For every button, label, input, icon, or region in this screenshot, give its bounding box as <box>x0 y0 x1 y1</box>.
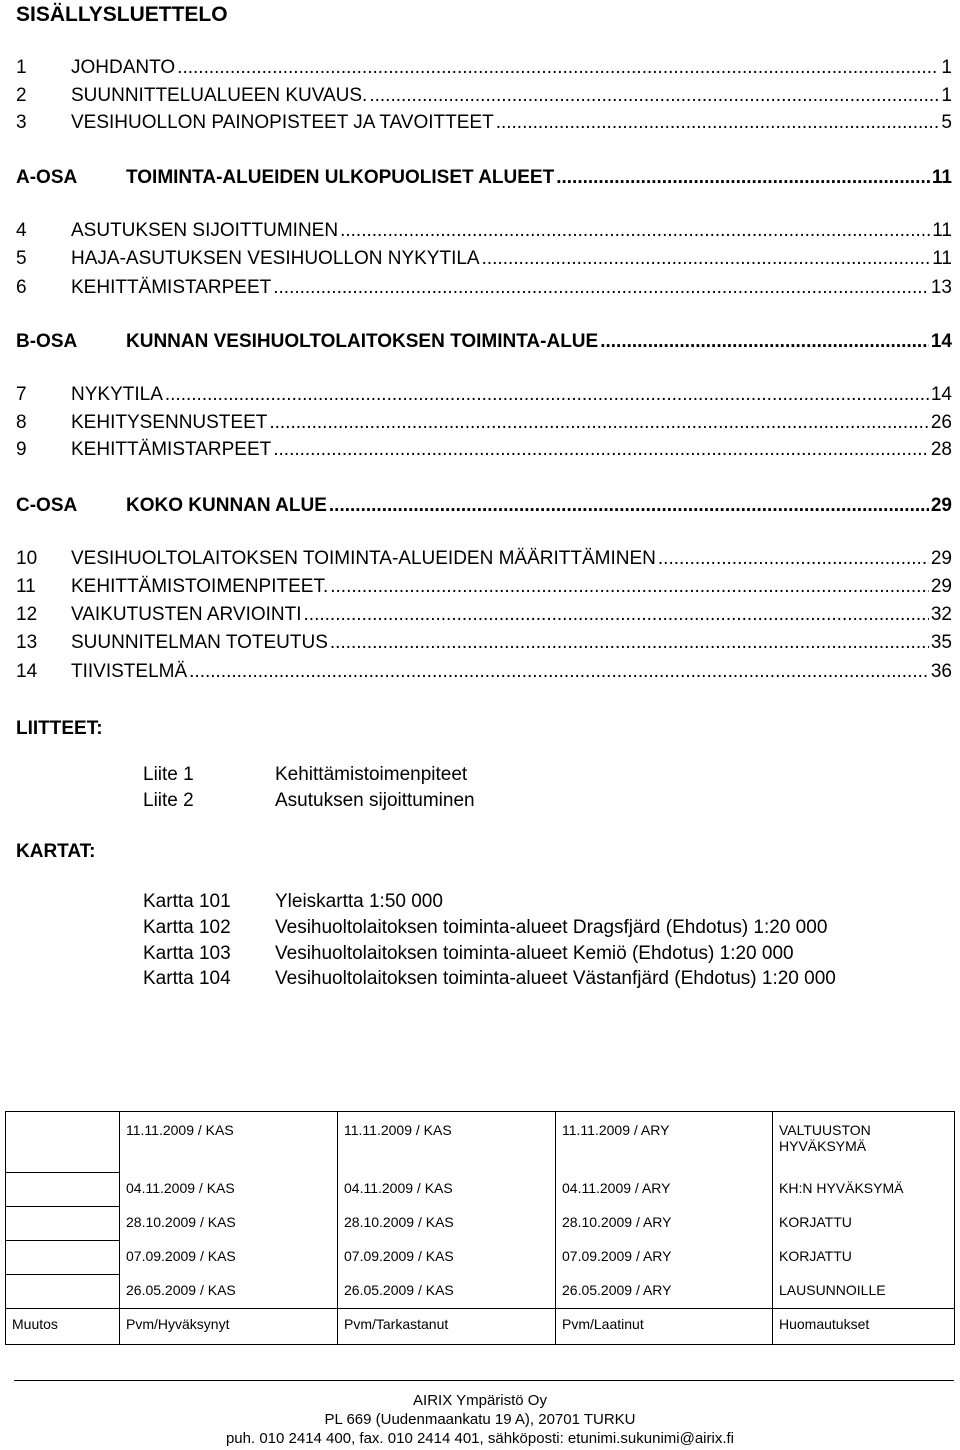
toc-entry[interactable] <box>16 382 952 408</box>
toc-entry-page: 29 <box>930 576 952 597</box>
toc-entry[interactable] <box>16 493 952 519</box>
toc-entry-number: 12 <box>16 604 38 625</box>
revision-row <box>6 1309 955 1345</box>
attachment-code: Liite 2 <box>143 790 194 811</box>
toc-entry-page: 5 <box>941 112 952 133</box>
attachment-description: Asutuksen sijoittuminen <box>275 790 475 811</box>
revision-cell <box>6 1241 120 1275</box>
revision-row <box>6 1112 955 1173</box>
toc-entry-title: HAJA-ASUTUKSEN VESIHUOLLON NYKYTILA <box>71 248 480 269</box>
toc-entry[interactable] <box>16 55 952 81</box>
toc-entry[interactable] <box>16 602 952 628</box>
map-item <box>143 889 443 915</box>
revision-cell: 11.11.2009 / KAS <box>120 1112 338 1173</box>
revision-row <box>6 1241 955 1275</box>
revision-cell <box>6 1207 120 1241</box>
map-code: Kartta 103 <box>143 943 231 964</box>
toc-entry-number: B-OSA <box>16 331 78 352</box>
revision-cell: Pvm/Tarkastanut <box>338 1309 556 1345</box>
toc-entry-title: KEHITYSENNUSTEET <box>71 412 268 433</box>
toc-entry-page: 32 <box>930 604 952 625</box>
revision-cell: KORJATTU <box>773 1207 955 1241</box>
map-code: Kartta 101 <box>143 891 231 912</box>
revision-cell: 07.09.2009 / KAS <box>338 1241 556 1275</box>
revision-row <box>6 1173 955 1207</box>
attachments-heading: LIITTEET: <box>16 718 103 739</box>
toc-entry-number: 6 <box>16 277 27 298</box>
toc-entry[interactable] <box>16 165 952 191</box>
map-description: Yleiskartta 1:50 000 <box>275 891 443 912</box>
revision-cell: 04.11.2009 / KAS <box>120 1173 338 1207</box>
revision-cell: 07.09.2009 / KAS <box>120 1241 338 1275</box>
toc-entry-number: C-OSA <box>16 495 78 516</box>
toc-entry-title: KEHITTÄMISTOIMENPITEET. <box>71 576 329 597</box>
toc-dot-leader <box>330 630 929 656</box>
toc-dot-leader <box>273 437 929 463</box>
toc-dot-leader <box>556 165 930 191</box>
toc-entry[interactable] <box>16 574 952 600</box>
map-description: Vesihuoltolaitoksen toiminta-alueet Västanfjärd (Ehdotus) 1:20 000 <box>275 968 836 989</box>
revision-cell: 11.11.2009 / ARY <box>556 1112 773 1173</box>
revision-cell <box>6 1275 120 1309</box>
toc-entry-page: 29 <box>930 548 952 569</box>
toc-entry-number: A-OSA <box>16 167 78 188</box>
toc-entry-number: 8 <box>16 412 27 433</box>
revision-cell: KORJATTU <box>773 1241 955 1275</box>
toc-entry-number: 14 <box>16 661 38 682</box>
toc-entry-title: KEHITTÄMISTARPEET <box>71 277 272 298</box>
map-item <box>143 966 836 992</box>
revision-cell: 07.09.2009 / ARY <box>556 1241 773 1275</box>
toc-entry-title: KEHITTÄMISTARPEET <box>71 439 272 460</box>
toc-dot-leader <box>273 275 929 301</box>
revision-cell: Pvm/Laatinut <box>556 1309 773 1345</box>
toc-entry-number: 2 <box>16 85 27 106</box>
toc-entry-page: 11 <box>932 248 952 269</box>
toc-entry[interactable] <box>16 410 952 436</box>
revision-cell: Pvm/Hyväksynyt <box>120 1309 338 1345</box>
toc-entry[interactable] <box>16 437 952 463</box>
toc-entry-title: ASUTUKSEN SIJOITTUMINEN <box>71 220 339 241</box>
revision-cell: Muutos <box>6 1309 120 1345</box>
toc-dot-leader <box>189 659 929 685</box>
revision-row <box>6 1275 955 1309</box>
toc-entry-title: TIIVISTELMÄ <box>71 661 188 682</box>
toc-dot-leader <box>658 546 929 572</box>
toc-entry-title: TOIMINTA-ALUEIDEN ULKOPUOLISET ALUEET <box>126 167 555 188</box>
toc-dot-leader <box>177 55 939 81</box>
toc-entry[interactable] <box>16 246 952 272</box>
toc-entry[interactable] <box>16 659 952 685</box>
revision-cell: 04.11.2009 / KAS <box>338 1173 556 1207</box>
revision-cell: VALTUUSTON HYVÄKSYMÄ <box>773 1112 955 1173</box>
revision-cell <box>6 1173 120 1207</box>
toc-entry-number: 5 <box>16 248 27 269</box>
map-description: Vesihuoltolaitoksen toiminta-alueet Dragsfjärd (Ehdotus) 1:20 000 <box>275 917 828 938</box>
revision-cell: LAUSUNNOILLE <box>773 1275 955 1309</box>
revision-cell <box>6 1112 120 1173</box>
toc-entry-title: KOKO KUNNAN ALUE <box>126 495 327 516</box>
toc-entry-page: 14 <box>930 331 952 352</box>
toc-entry-page: 28 <box>930 439 952 460</box>
toc-entry-number: 4 <box>16 220 27 241</box>
attachment-code: Liite 1 <box>143 764 194 785</box>
toc-entry[interactable] <box>16 329 952 355</box>
toc-entry-page: 26 <box>930 412 952 433</box>
toc-entry-title: KUNNAN VESIHUOLTOLAITOKSEN TOIMINTA-ALUE <box>126 331 599 352</box>
map-item <box>143 915 827 941</box>
revision-row <box>6 1207 955 1241</box>
toc-entry-number: 9 <box>16 439 27 460</box>
revision-cell: 26.05.2009 / KAS <box>120 1275 338 1309</box>
revision-cell: Huomautukset <box>773 1309 955 1345</box>
toc-entry-number: 3 <box>16 112 27 133</box>
toc-dot-leader <box>269 410 928 436</box>
footer-company: AIRIX Ympäristö Oy <box>413 1392 547 1409</box>
page-title: SISÄLLYSLUETTELO <box>16 3 228 26</box>
map-description: Vesihuoltolaitoksen toiminta-alueet Kemiö (Ehdotus) 1:20 000 <box>275 943 794 964</box>
map-item <box>143 941 794 967</box>
toc-dot-leader <box>304 602 929 628</box>
toc-dot-leader <box>340 218 930 244</box>
toc-entry-page: 29 <box>930 495 952 516</box>
toc-entry-page: 11 <box>931 167 952 188</box>
toc-entry-number: 10 <box>16 548 38 569</box>
toc-entry[interactable] <box>16 218 952 244</box>
toc-entry-number: 1 <box>16 57 27 78</box>
toc-entry-page: 11 <box>932 220 952 241</box>
toc-entry[interactable] <box>16 83 952 109</box>
footer-divider <box>14 1380 954 1381</box>
map-code: Kartta 104 <box>143 968 231 989</box>
toc-entry[interactable] <box>16 630 952 656</box>
revision-cell: KH:N HYVÄKSYMÄ <box>773 1173 955 1207</box>
toc-entry-page: 1 <box>941 57 952 78</box>
toc-entry-number: 7 <box>16 384 27 405</box>
toc-entry[interactable] <box>16 110 952 136</box>
toc-entry-title: JOHDANTO <box>71 57 176 78</box>
maps-heading: KARTAT: <box>16 841 96 862</box>
revision-table <box>5 1111 955 1345</box>
revision-cell: 11.11.2009 / KAS <box>338 1112 556 1173</box>
revision-cell: 28.10.2009 / KAS <box>120 1207 338 1241</box>
toc-entry-page: 14 <box>930 384 952 405</box>
toc-dot-leader <box>329 493 929 519</box>
revision-cell: 04.11.2009 / ARY <box>556 1173 773 1207</box>
toc-entry-page: 36 <box>930 661 952 682</box>
attachment-description: Kehittämistoimenpiteet <box>275 764 468 785</box>
revision-cell: 28.10.2009 / ARY <box>556 1207 773 1241</box>
toc-dot-leader <box>369 83 939 109</box>
toc-dot-leader <box>330 574 929 600</box>
toc-entry-number: 11 <box>16 576 36 597</box>
toc-entry-title: VESIHUOLLON PAINOPISTEET JA TAVOITTEET <box>71 112 494 133</box>
toc-entry[interactable] <box>16 546 952 572</box>
revision-cell: 28.10.2009 / KAS <box>338 1207 556 1241</box>
toc-entry-page: 13 <box>930 277 952 298</box>
toc-entry-page: 35 <box>930 632 952 653</box>
revision-cell: 26.05.2009 / ARY <box>556 1275 773 1309</box>
map-code: Kartta 102 <box>143 917 231 938</box>
toc-dot-leader <box>600 329 929 355</box>
toc-entry-title: SUUNNITELMAN TOTEUTUS <box>71 632 328 653</box>
toc-entry-title: SUUNNITTELUALUEEN KUVAUS. <box>71 85 368 106</box>
toc-entry[interactable] <box>16 275 952 301</box>
revision-cell: 26.05.2009 / KAS <box>338 1275 556 1309</box>
attachment-item <box>143 762 467 788</box>
footer-contact: puh. 010 2414 400, fax. 010 2414 401, sähköposti: etunimi.sukunimi@airix.fi <box>225 1430 735 1447</box>
toc-dot-leader <box>482 246 931 272</box>
toc-dot-leader <box>165 382 929 408</box>
toc-dot-leader <box>496 110 940 136</box>
toc-entry-page: 1 <box>941 85 952 106</box>
footer-address: PL 669 (Uudenmaankatu 19 A), 20701 TURKU <box>324 1411 636 1428</box>
attachment-item <box>143 788 475 814</box>
toc-entry-title: VESIHUOLTOLAITOKSEN TOIMINTA-ALUEIDEN MÄÄRITTÄMINEN <box>71 548 656 569</box>
toc-entry-number: 13 <box>16 632 38 653</box>
toc-entry-title: VAIKUTUSTEN ARVIOINTI <box>71 604 302 625</box>
toc-entry-title: NYKYTILA <box>71 384 163 405</box>
